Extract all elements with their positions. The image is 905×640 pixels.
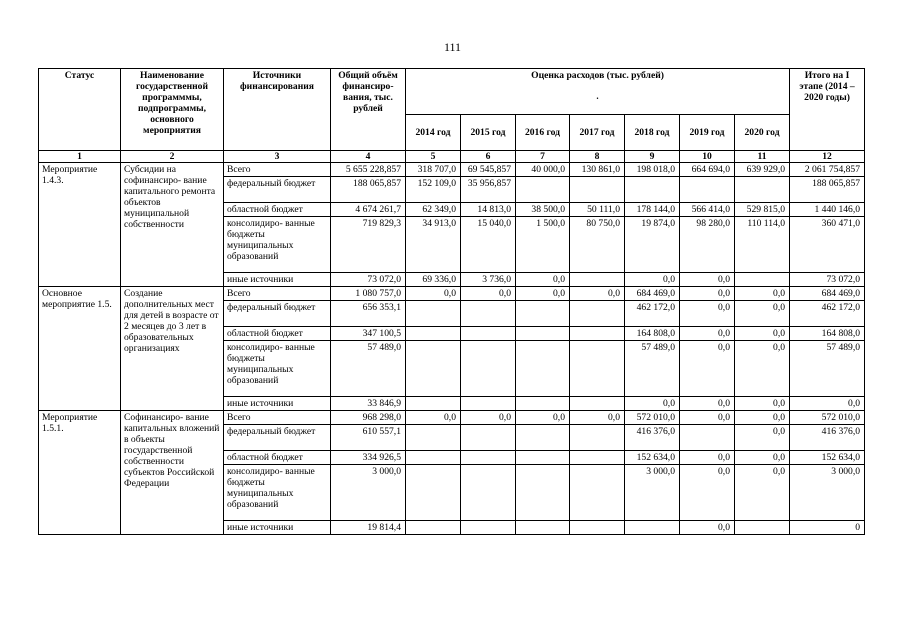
value-cell (516, 397, 570, 411)
value-cell (680, 177, 735, 203)
value-cell (406, 341, 461, 397)
value-cell: 1 080 757,0 (331, 287, 406, 301)
value-cell: 968 298,0 (331, 411, 406, 425)
value-cell: 62 349,0 (406, 203, 461, 217)
expense-table (38, 68, 865, 535)
value-cell: 0,0 (790, 397, 865, 411)
value-cell: 0,0 (680, 411, 735, 425)
group-name: Субсидии на софинансиро- вание капитального ремонта объектов муниципальной собственности (121, 163, 224, 287)
value-cell (461, 327, 516, 341)
value-cell (570, 425, 625, 451)
funding-source: консолидиро- ванные бюджеты муниципальных образований (224, 217, 331, 273)
value-cell: 462 172,0 (625, 301, 680, 327)
funding-source: областной бюджет (224, 203, 331, 217)
value-cell: 130 861,0 (570, 163, 625, 177)
value-cell: 19 814,4 (331, 521, 406, 535)
value-cell: 57 489,0 (790, 341, 865, 397)
value-cell: 110 114,0 (735, 217, 790, 273)
value-cell: 1 440 146,0 (790, 203, 865, 217)
value-cell (570, 327, 625, 341)
value-cell: 57 489,0 (331, 341, 406, 397)
column-number: 1 (39, 151, 121, 163)
value-cell: 416 376,0 (790, 425, 865, 451)
value-cell (570, 465, 625, 521)
value-cell (406, 521, 461, 535)
header-status: Статус (39, 69, 121, 151)
value-cell (406, 397, 461, 411)
value-cell (570, 521, 625, 535)
value-cell (461, 301, 516, 327)
column-number: 9 (625, 151, 680, 163)
header-year: 2016 год (516, 115, 570, 151)
value-cell: 0 (790, 521, 865, 535)
value-cell: 0,0 (735, 397, 790, 411)
value-cell: 164 808,0 (790, 327, 865, 341)
funding-source: областной бюджет (224, 327, 331, 341)
value-cell: 684 469,0 (790, 287, 865, 301)
value-cell (625, 177, 680, 203)
header-sources: Источники финансирования (224, 69, 331, 151)
value-cell: 3 000,0 (331, 465, 406, 521)
value-cell (570, 177, 625, 203)
value-cell (570, 397, 625, 411)
funding-source: Всего (224, 287, 331, 301)
value-cell: 0,0 (625, 273, 680, 287)
value-cell: 0,0 (680, 451, 735, 465)
value-cell (516, 465, 570, 521)
value-cell: 15 040,0 (461, 217, 516, 273)
value-cell: 69 336,0 (406, 273, 461, 287)
value-cell: 152 109,0 (406, 177, 461, 203)
value-cell: 198 018,0 (625, 163, 680, 177)
group-status: Основное мероприятие 1.5. (39, 287, 121, 411)
value-cell (406, 327, 461, 341)
value-cell: 0,0 (680, 521, 735, 535)
value-cell: 57 489,0 (625, 341, 680, 397)
value-cell: 152 634,0 (625, 451, 680, 465)
column-number: 11 (735, 151, 790, 163)
header-year: 2014 год (406, 115, 461, 151)
value-cell: 188 065,857 (331, 177, 406, 203)
column-number: 10 (680, 151, 735, 163)
header-year: 2019 год (680, 115, 735, 151)
value-cell: 73 072,0 (331, 273, 406, 287)
value-cell (516, 521, 570, 535)
value-cell (406, 425, 461, 451)
value-cell (461, 341, 516, 397)
value-cell (570, 301, 625, 327)
value-cell: 3 736,0 (461, 273, 516, 287)
funding-source: иные источники (224, 397, 331, 411)
value-cell: 0,0 (735, 411, 790, 425)
value-cell: 0,0 (680, 397, 735, 411)
value-cell: 462 172,0 (790, 301, 865, 327)
value-cell: 529 815,0 (735, 203, 790, 217)
value-cell: 0,0 (461, 411, 516, 425)
value-cell: 0,0 (735, 301, 790, 327)
value-cell: 0,0 (406, 287, 461, 301)
header-dot: . (596, 91, 599, 101)
value-cell (516, 177, 570, 203)
value-cell (516, 301, 570, 327)
value-cell: 38 500,0 (516, 203, 570, 217)
funding-source: консолидиро- ванные бюджеты муниципальных образований (224, 341, 331, 397)
value-cell: 639 929,0 (735, 163, 790, 177)
value-cell: 0,0 (570, 287, 625, 301)
value-cell (735, 521, 790, 535)
funding-source: Всего (224, 163, 331, 177)
value-cell: 0,0 (735, 451, 790, 465)
value-cell: 80 750,0 (570, 217, 625, 273)
value-cell: 73 072,0 (790, 273, 865, 287)
value-cell: 98 280,0 (680, 217, 735, 273)
value-cell: 0,0 (680, 327, 735, 341)
column-number: 8 (570, 151, 625, 163)
column-number: 3 (224, 151, 331, 163)
value-cell: 0,0 (680, 465, 735, 521)
value-cell (516, 425, 570, 451)
value-cell: 334 926,5 (331, 451, 406, 465)
header-total-volume: Общий объём финансиро- вания, тыс. рублей (331, 69, 406, 151)
value-cell: 188 065,857 (790, 177, 865, 203)
value-cell: 3 000,0 (625, 465, 680, 521)
value-cell: 0,0 (570, 411, 625, 425)
column-number: 12 (790, 151, 865, 163)
value-cell: 684 469,0 (625, 287, 680, 301)
value-cell: 656 353,1 (331, 301, 406, 327)
value-cell: 34 913,0 (406, 217, 461, 273)
value-cell: 40 000,0 (516, 163, 570, 177)
funding-source: областной бюджет (224, 451, 331, 465)
value-cell: 0,0 (680, 273, 735, 287)
value-cell: 572 010,0 (790, 411, 865, 425)
header-year: 2020 год (735, 115, 790, 151)
value-cell: 664 694,0 (680, 163, 735, 177)
value-cell: 152 634,0 (790, 451, 865, 465)
value-cell (461, 425, 516, 451)
value-cell: 566 414,0 (680, 203, 735, 217)
value-cell: 572 010,0 (625, 411, 680, 425)
value-cell (570, 451, 625, 465)
value-cell: 0,0 (680, 287, 735, 301)
value-cell (516, 327, 570, 341)
value-cell: 14 813,0 (461, 203, 516, 217)
group-status: Мероприятие 1.4.3. (39, 163, 121, 287)
value-cell (735, 273, 790, 287)
value-cell: 0,0 (735, 287, 790, 301)
group-status: Мероприятие 1.5.1. (39, 411, 121, 535)
value-cell: 2 061 754,857 (790, 163, 865, 177)
header-name: Наименование государственной программмы, подпрограммы, основного мероприятия (121, 69, 224, 151)
value-cell: 0,0 (625, 397, 680, 411)
group-name: Создание дополнительных мест для детей в возрасте от 2 месяцев до 3 лет в образовательных организациях (121, 287, 224, 411)
value-cell: 1 500,0 (516, 217, 570, 273)
funding-source: федеральный бюджет (224, 301, 331, 327)
value-cell (625, 521, 680, 535)
table-row (39, 411, 865, 425)
header-year: 2017 год (570, 115, 625, 151)
value-cell: 0,0 (406, 411, 461, 425)
value-cell: 0,0 (735, 425, 790, 451)
funding-source: иные источники (224, 521, 331, 535)
value-cell: 19 874,0 (625, 217, 680, 273)
column-number: 4 (331, 151, 406, 163)
value-cell: 0,0 (516, 411, 570, 425)
column-number: 5 (406, 151, 461, 163)
value-cell (461, 465, 516, 521)
column-number: 6 (461, 151, 516, 163)
value-cell: 360 471,0 (790, 217, 865, 273)
table-row (39, 287, 865, 301)
value-cell: 0,0 (735, 341, 790, 397)
value-cell: 318 707,0 (406, 163, 461, 177)
column-number: 7 (516, 151, 570, 163)
value-cell: 33 846,9 (331, 397, 406, 411)
funding-source: иные источники (224, 273, 331, 287)
value-cell: 178 144,0 (625, 203, 680, 217)
value-cell (406, 465, 461, 521)
value-cell (516, 451, 570, 465)
funding-source: федеральный бюджет (224, 425, 331, 451)
value-cell: 0,0 (735, 327, 790, 341)
value-cell: 416 376,0 (625, 425, 680, 451)
page-number: 111 (443, 40, 462, 54)
value-cell (516, 341, 570, 397)
funding-source: Всего (224, 411, 331, 425)
value-cell: 50 111,0 (570, 203, 625, 217)
value-cell: 35 956,857 (461, 177, 516, 203)
value-cell (461, 521, 516, 535)
value-cell (570, 273, 625, 287)
value-cell (680, 425, 735, 451)
value-cell (406, 301, 461, 327)
column-number: 2 (121, 151, 224, 163)
value-cell: 4 674 261,7 (331, 203, 406, 217)
value-cell: 0,0 (735, 465, 790, 521)
funding-source: консолидиро- ванные бюджеты муниципальных образований (224, 465, 331, 521)
value-cell: 719 829,3 (331, 217, 406, 273)
value-cell: 69 545,857 (461, 163, 516, 177)
value-cell (735, 177, 790, 203)
value-cell: 164 808,0 (625, 327, 680, 341)
header-year: 2018 год (625, 115, 680, 151)
header-stage-total: Итого на I этапе (2014 – 2020 годы) (790, 69, 865, 151)
header-estimate: Оценка расходов (тыс. рублей) . (406, 69, 790, 115)
value-cell: 610 557,1 (331, 425, 406, 451)
value-cell: 0,0 (680, 301, 735, 327)
value-cell (461, 397, 516, 411)
value-cell (570, 341, 625, 397)
value-cell: 0,0 (516, 287, 570, 301)
value-cell: 0,0 (516, 273, 570, 287)
value-cell (461, 451, 516, 465)
value-cell (406, 451, 461, 465)
value-cell: 0,0 (461, 287, 516, 301)
value-cell: 5 655 228,857 (331, 163, 406, 177)
funding-source: федеральный бюджет (224, 177, 331, 203)
value-cell: 347 100,5 (331, 327, 406, 341)
header-year: 2015 год (461, 115, 516, 151)
group-name: Софинансиро- вание капитальных вложений в объекты государственной собственности субъектов Российской Федерации (121, 411, 224, 535)
table-row (39, 163, 865, 177)
value-cell: 3 000,0 (790, 465, 865, 521)
value-cell: 0,0 (680, 341, 735, 397)
